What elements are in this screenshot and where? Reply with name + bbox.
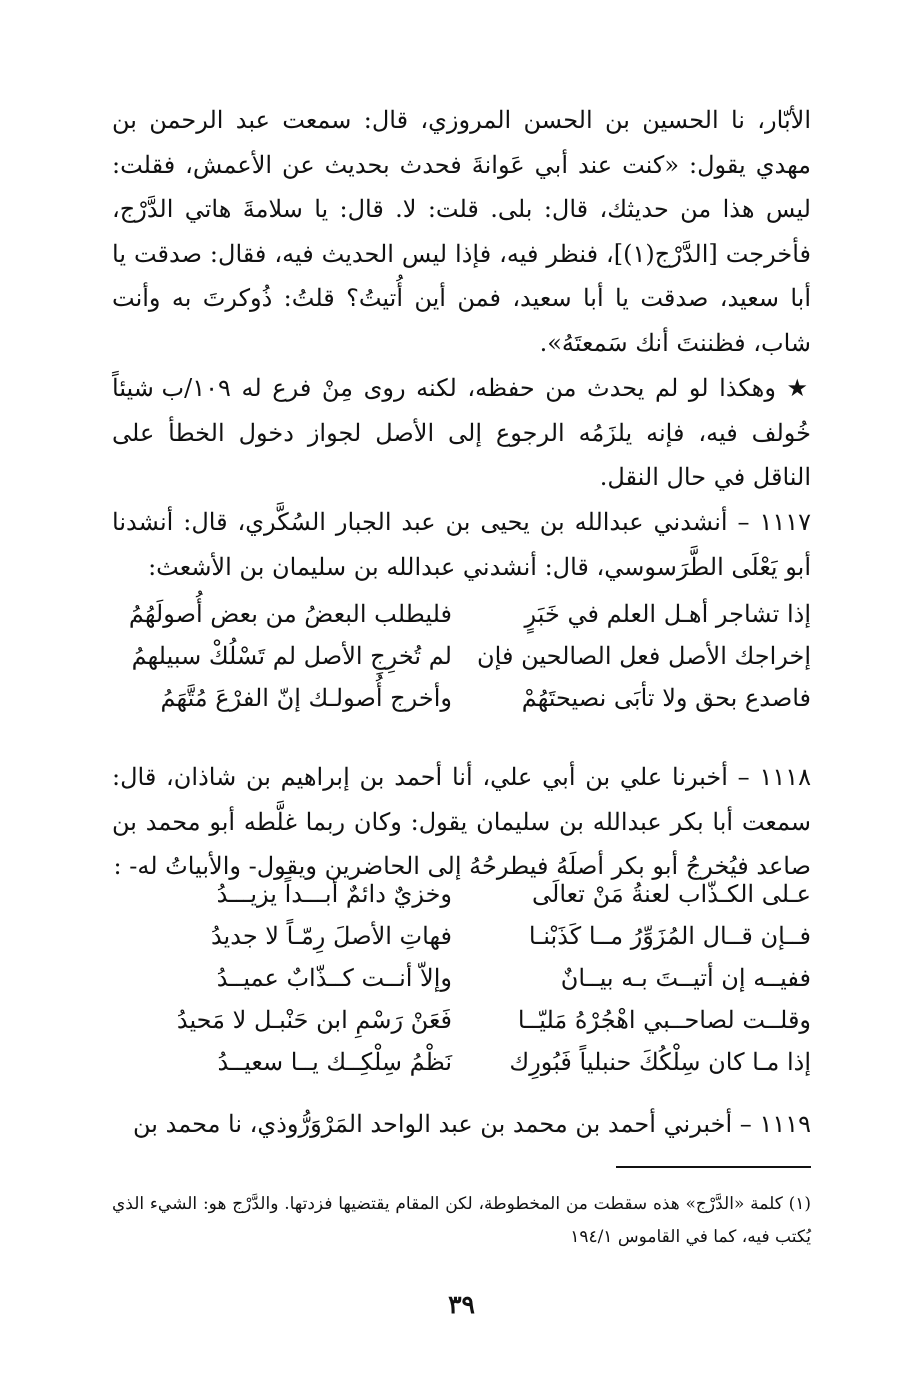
paragraph-1119: ١١١٩ – أخبرني أحمد بن محمد بن عبد الواحد المَرْوَرُّوذي، نا محمد بن bbox=[133, 1110, 811, 1138]
verse-second-hemistich: وأخرج أُصولـك إنّ الفرْعَ مُتَّهَمُ bbox=[160, 684, 452, 712]
poem-1118 bbox=[112, 880, 811, 1090]
paragraph-narration-abu-awana: الأبّار، نا الحسين بن الحسن المروزي، قال: سمعت عبد الرحمن بن مهدي يقول: «كنت عند أبي عَوانةَ فحدث بحديث عن الأعمش، فقلت: ليس هذا من حديثك، قال: بلى. قلت: لا. قال: يا سلامةَ هاتي الدَّرْج، فأخرجت [الدَّرْج(١)]، فنظر فيه، فإذا ليس الحديث فيه، فقال: صدقت يا أبا سعيد، صدقت يا أبا سعيد، فمن أين أُتيتُ؟ قلتُ: ذُوكرتَ به وأنت شاب، فظننتَ أنك سَمعتَهُ». bbox=[112, 106, 812, 357]
verse bbox=[112, 1006, 811, 1048]
paragraph-1118: ١١١٨ – أخبرنا علي بن أبي علي، أنا أحمد بن إبراهيم بن شاذان، قال: سمعت أبا بكر عبدالله بن سليمان يقول: وكان ربما غلَّطه أبو محمد بن صاعد فيُخرجُ أبو بكر أصلَهُ فيطرحُهُ إلى الحاضرين ويقول- والأبياتُ له- : bbox=[112, 763, 811, 880]
verse bbox=[112, 964, 811, 1006]
verse-second-hemistich: وإلاّ أنــت كــذّابٌ عميــدُ bbox=[216, 964, 452, 992]
verse-second-hemistich: لم تُخرِجِ الأصل لم تَسْلُكْ سبيلهمُ bbox=[131, 642, 452, 670]
paragraph-commentary: ★ وهكذا لو لم يحدث من حفظه، لكنه روى مِنْ فرع له ١٠٩/ب شيئاً خُولف فيه، فإنه يلزَمُه الرجوع إلى الأصل لجواز دخول الخطأ على الناقل في حال النقل. bbox=[112, 374, 811, 491]
verse bbox=[112, 684, 811, 726]
verse bbox=[112, 880, 811, 922]
verse-first-hemistich: وقلــت لصاحــبي اهْجُرْهُ مَليّــا bbox=[517, 1006, 811, 1034]
page-number: ٣٩ bbox=[448, 1290, 475, 1319]
verse bbox=[112, 642, 811, 684]
verse bbox=[112, 922, 811, 964]
verse bbox=[112, 600, 811, 642]
verse-first-hemistich: فــإن قــال المُزَوِّرُ مــا كَذَبْنـا bbox=[528, 922, 811, 950]
verse-first-hemistich: إذا مـا كان سِلْكُكَ حنبلياً فَبُورِك bbox=[509, 1048, 811, 1076]
verse bbox=[112, 1048, 811, 1090]
verse-first-hemistich: ففيــه إن أتيــتَ بـه بيــانٌ bbox=[560, 964, 811, 992]
footnote-separator bbox=[616, 1166, 811, 1168]
verse-second-hemistich: فليطلب البعضُ من بعض أُصولَهُمُ bbox=[128, 600, 452, 628]
paragraph-1117: ١١١٧ – أنشدني عبدالله بن يحيى بن عبد الجبار السُكَّري، قال: أنشدنا أبو يَعْلَى الطَّرَسوسي، قال: أنشدني عبدالله بن سليمان بن الأشعث: bbox=[112, 508, 811, 581]
verse-first-hemistich: فاصدع بحق ولا تأبَى نصيحتَهُمْ bbox=[521, 684, 811, 712]
verse-second-hemistich: فَعَنْ رَسْمِ ابن حَنْبـل لا مَحيدُ bbox=[176, 1006, 452, 1034]
footnote: (١) كلمة «الدَّرْج» هذه سقطت من المخطوطة، لكن المقام يقتضيها فزدتها. والدَّرْج هو: الشيء الذي يُكتب فيه، كما في القاموس ١٩٤/١ bbox=[112, 1194, 811, 1247]
verse-second-hemistich: فهاتِ الأصلَ رِمّـاً لا جديدُ bbox=[210, 922, 452, 950]
poem-1117 bbox=[112, 600, 811, 726]
verse-first-hemistich: عـلى الكـذّاب لعنةُ مَنْ تعالَى bbox=[532, 880, 811, 908]
verse-second-hemistich: نَظْمُ سِلْكِــك يــا سعيــدُ bbox=[217, 1048, 452, 1076]
verse-second-hemistich: وخزيٌ دائمٌ أبـــداً يزيـــدُ bbox=[216, 880, 452, 908]
verse-first-hemistich: إخراجك الأصل فعل الصالحين فإن bbox=[477, 642, 811, 670]
verse-first-hemistich: إذا تشاجر أهـل العلم في خَبَرٍ bbox=[524, 600, 811, 628]
